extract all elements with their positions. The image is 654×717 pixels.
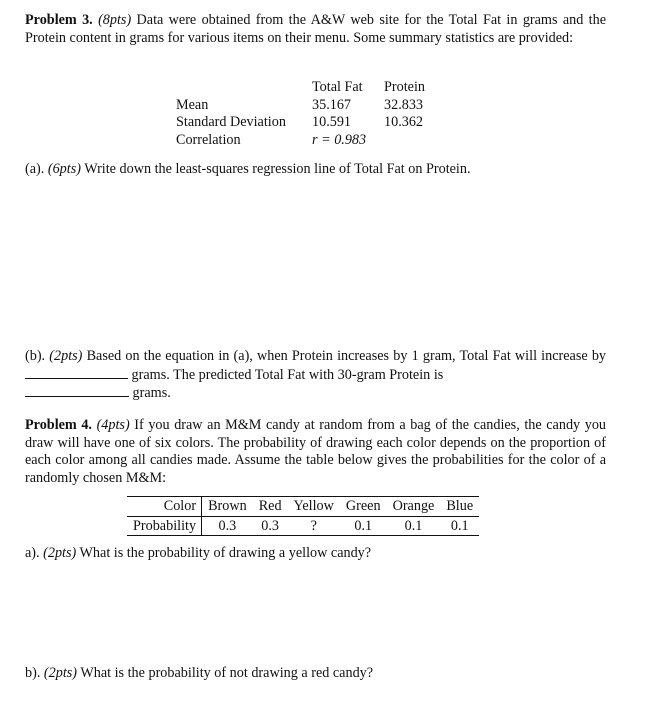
stats-mean-label: Mean [176,96,209,113]
problem-4b-text: What is the probability of not drawing a red candy? [80,665,374,681]
mm-color-red: Red [253,497,288,517]
problem-4b-label: b). [25,665,41,681]
stats-mean-fat: 35.167 [312,96,352,113]
problem-4a [25,545,606,563]
problem-3-text: Data were obtained from the A&W web site for the Total Fat in grams and the Protein content in grams for various items on their menu. Some summary statistics are provided: [25,12,606,46]
problem-3b-points: (2pts) [49,348,83,364]
mm-color-brown: Brown [202,497,253,517]
stats-sd-fat: 10.591 [312,114,352,131]
stats-header-protein: Protein [384,79,425,95]
mm-color-blue: Blue [440,497,479,517]
mm-probability-header: Probability [127,516,202,536]
problem-3b-text-3: grams. [132,385,171,402]
problem-4-label: Problem 4. [25,417,92,433]
summary-statistics-table [176,79,425,149]
problem-4b [25,665,606,683]
answer-blank-slope[interactable] [25,366,128,379]
problem-3-points: (8pts) [98,12,132,28]
problem-3a-points: (6pts) [47,161,81,177]
stats-header-total-fat: Total Fat [312,79,363,95]
problem-4-text: If you draw an M&M candy at random from a bag of the candies, the candy you draw will have one of six colors. The probability of drawing each color depends on the proportion of each color among all candies made. Assume the table below gives the probabilities for the color of a randomly chosen M&M: [25,417,607,486]
mm-color-green: Green [340,497,387,517]
problem-3a-label: (a). [25,161,45,177]
mm-prob-red: 0.3 [261,517,279,534]
problem-4-intro [25,417,606,487]
problem-4-points: (4pts) [96,417,130,433]
mm-color-orange: Orange [387,497,441,517]
mm-prob-brown: 0.3 [218,517,237,534]
stats-correlation-value: r = 0.983 [312,131,367,148]
stats-correlation-label: Correlation [176,131,241,148]
mm-probability-table [127,496,479,536]
mm-color-row [127,497,479,517]
mm-probability-row [127,516,479,536]
problem-4b-points: (2pts) [43,665,78,681]
problem-4a-label: a). [25,545,40,561]
stats-sd-protein: 10.362 [384,114,424,131]
mm-color-yellow: Yellow [288,497,340,517]
mm-prob-orange: 0.1 [404,517,423,534]
answer-blank-predicted-fat[interactable] [25,384,129,397]
problem-3-label: Problem 3. [25,12,93,28]
problem-3-intro [25,12,606,47]
problem-3a-text: Write down the least-squares regression line of Total Fat on Protein. [84,161,471,177]
problem-3b-label: (b). [25,348,46,364]
stats-sd-label: Standard Deviation [176,114,286,131]
mm-prob-yellow: ? [310,517,317,534]
mm-prob-blue: 0.1 [450,517,469,534]
stats-mean-protein: 32.833 [384,96,424,113]
problem-4a-text: What is the probability of drawing a yellow candy? [79,545,372,561]
mm-color-header: Color [127,497,202,517]
problem-3b-text-2: grams. The predicted Total Fat with 30-gram Protein is [131,366,444,383]
problem-3b [25,348,606,403]
problem-4a-points: (2pts) [43,545,77,561]
mm-prob-green: 0.1 [354,517,373,534]
problem-3a [25,161,606,179]
problem-3b-text-1: Based on the equation in (a), when Protein increases by 1 gram, Total Fat will increase by [86,348,607,364]
